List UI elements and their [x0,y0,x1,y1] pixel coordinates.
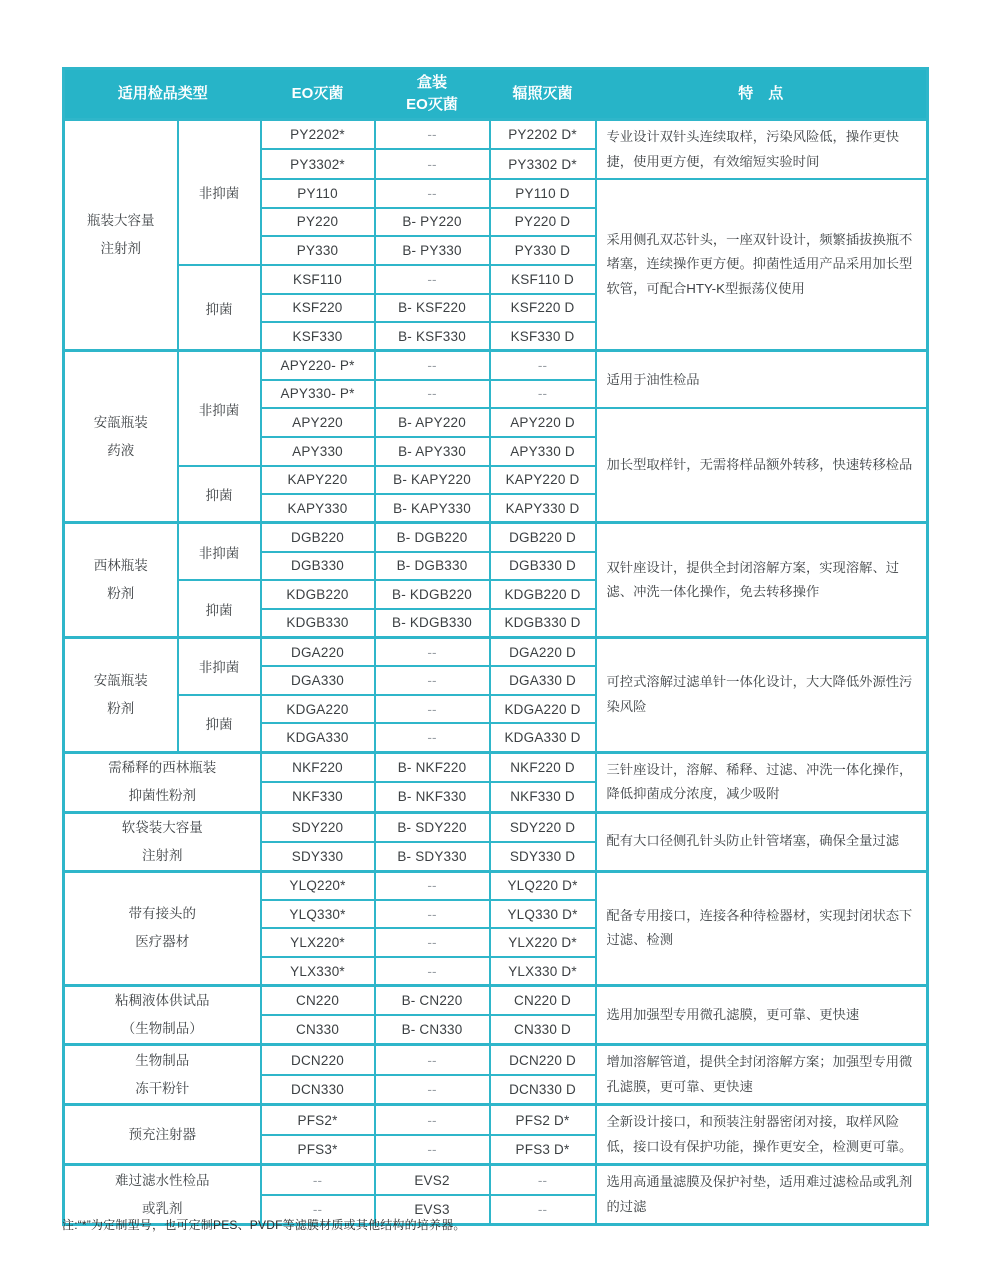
box-model-cell: B- KSF330 [375,322,490,351]
category-line-1: 软袋装大容量 [121,819,203,835]
category-line-2: 药液 [107,442,135,458]
rad-model-cell: PY330 D [490,236,596,265]
eo-model-cell: KSF330 [261,322,375,351]
box-model-cell: B- CN220 [375,986,490,1016]
eo-model-cell: KDGB220 [261,580,375,609]
feature-cell: 采用侧孔双芯针头，一座双针设计，频繁插拔换瓶不堵塞，连续操作更方便。抑菌性适用产品采用加长型软管，可配合HTY-K型振荡仪使用 [596,179,928,351]
category-line-2: 粉剂 [107,700,135,716]
rad-model-cell: DGB220 D [490,523,596,552]
category-cell [64,351,178,523]
rad-model-cell: SDY220 D [490,812,596,842]
rad-model-cell: APY330 D [490,437,596,466]
subtype-cell: 非抑菌 [178,120,261,265]
box-model-cell: -- [375,179,490,208]
subtype-cell: 抑菌 [178,265,261,351]
box-model-cell: -- [375,149,490,179]
box-model-cell: B- PY330 [375,236,490,265]
category-line-1: 难过滤水性检品 [115,1172,210,1188]
box-model-cell: -- [375,1105,490,1135]
rad-model-cell: PFS2 D* [490,1105,596,1135]
table-row [64,120,928,150]
box-eo-line-1: 盒装 [417,74,448,91]
category-line-1: 预充注射器 [128,1126,196,1142]
rad-model-cell: PY3302 D* [490,149,596,179]
eo-model-cell: PY2202* [261,120,375,150]
col-header-box-eo [375,69,490,120]
header-row [64,69,928,120]
box-model-cell: B- SDY330 [375,842,490,872]
rad-model-cell: CN220 D [490,986,596,1016]
eo-model-cell: APY220- P* [261,351,375,380]
subtype-cell: 抑菌 [178,466,261,523]
rad-model-cell: DGA330 D [490,666,596,695]
rad-model-cell: KDGB220 D [490,580,596,609]
category-line-2: 或乳剂 [142,1200,183,1216]
eo-model-cell: KDGA220 [261,695,375,724]
box-model-cell: -- [375,265,490,294]
box-model-cell: B- NKF330 [375,782,490,812]
rad-model-cell: DCN220 D [490,1045,596,1075]
table-row [64,986,928,1016]
rad-model-cell: -- [490,351,596,380]
eo-model-cell: KDGB330 [261,609,375,638]
rad-model-cell: YLX330 D* [490,957,596,986]
eo-model-cell: KDGA330 [261,723,375,752]
box-model-cell: B- KAPY220 [375,466,490,495]
category-line-1: 生物制品 [135,1052,190,1068]
category-line-2: 冻干粉针 [135,1080,190,1096]
eo-model-cell: DGB220 [261,523,375,552]
feature-cell: 双针座设计，提供全封闭溶解方案，实现溶解、过滤、冲洗一体化操作，免去转移操作 [596,523,928,638]
eo-model-cell: PY220 [261,208,375,237]
rad-model-cell: CN330 D [490,1015,596,1045]
feature-cell: 适用于油性检品 [596,351,928,408]
feature-cell: 全新设计接口，和预装注射器密闭对接，取样风险低，接口设有保护功能，操作更安全，检测更可靠。 [596,1105,928,1165]
table-row [64,812,928,842]
box-model-cell: EVS3 [375,1195,490,1225]
eo-model-cell: PFS3* [261,1135,375,1165]
table-row [64,871,928,900]
subtype-cell: 非抑菌 [178,638,261,695]
box-model-cell: EVS2 [375,1165,490,1195]
table-row [64,351,928,380]
eo-model-cell: NKF330 [261,782,375,812]
rad-model-cell: -- [490,380,596,409]
product-catalog-table [62,67,929,1226]
rad-model-cell: -- [490,1165,596,1195]
rad-model-cell: -- [490,1195,596,1225]
table-row [64,752,928,782]
box-model-cell: -- [375,928,490,957]
category-line-1: 安瓿瓶装 [93,672,148,688]
category-line-2: 注射剂 [100,241,141,257]
subtype-cell: 抑菌 [178,580,261,637]
box-model-cell: -- [375,900,490,929]
eo-model-cell: -- [261,1195,375,1225]
category-line-1: 瓶装大容量 [87,213,155,229]
feature-cell: 三针座设计，溶解、稀释、过滤、冲洗一体化操作，降低抑菌成分浓度，减少吸附 [596,752,928,812]
eo-model-cell: YLX220* [261,928,375,957]
rad-model-cell: DGB330 D [490,552,596,581]
eo-model-cell: YLQ220* [261,871,375,900]
feature-cell: 配备专用接口，连接各种待检器材，实现封闭状态下过滤、检测 [596,871,928,986]
feature-cell: 配有大口径侧孔针头防止针管堵塞，确保全量过滤 [596,812,928,871]
eo-model-cell: CN220 [261,986,375,1016]
rad-model-cell: KAPY220 D [490,466,596,495]
box-model-cell: B- KSF220 [375,294,490,323]
feature-cell: 专业设计双针头连续取样，污染风险低，操作更快捷，使用更方便，有效缩短实验时间 [596,120,928,180]
category-line-1: 西林瓶装 [93,558,148,574]
eo-model-cell: PFS2* [261,1105,375,1135]
subtype-cell: 抑菌 [178,695,261,752]
eo-model-cell: PY110 [261,179,375,208]
category-line-2: 抑菌性粉剂 [128,788,196,804]
table-row [64,1165,928,1195]
box-model-cell: B- NKF220 [375,752,490,782]
category-cell [64,871,261,986]
eo-model-cell: SDY220 [261,812,375,842]
rad-model-cell: PY220 D [490,208,596,237]
box-model-cell: -- [375,1045,490,1075]
category-line-2: 注射剂 [142,847,183,863]
rad-model-cell: PY2202 D* [490,120,596,150]
category-line-2: 医疗器材 [135,934,190,950]
box-model-cell: -- [375,120,490,150]
feature-cell: 加长型取样针，无需将样品额外转移，快速转移检品 [596,408,928,523]
table-header [64,69,928,120]
col-header-radiation: 辐照灭菌 [490,69,596,120]
rad-model-cell: NKF220 D [490,752,596,782]
eo-model-cell: DGA220 [261,638,375,667]
category-line-2: 粉剂 [107,586,135,602]
category-cell [64,120,178,351]
box-model-cell: -- [375,666,490,695]
category-line-1: 粘稠液体供试品 [115,993,210,1009]
rad-model-cell: NKF330 D [490,782,596,812]
rad-model-cell: KSF220 D [490,294,596,323]
eo-model-cell: CN330 [261,1015,375,1045]
col-header-features: 特 点 [596,69,928,120]
box-model-cell: -- [375,1135,490,1165]
rad-model-cell: YLQ220 D* [490,871,596,900]
table-row [64,1045,928,1075]
eo-model-cell: KSF110 [261,265,375,294]
rad-model-cell: DCN330 D [490,1075,596,1105]
category-cell [64,523,178,638]
rad-model-cell: APY220 D [490,408,596,437]
eo-model-cell: PY3302* [261,149,375,179]
footnote: 注:“*”为定制型号，也可定制PES、PVDF等滤膜材质或其他结构的培养器。 [62,1218,466,1232]
eo-model-cell: YLQ330* [261,900,375,929]
box-model-cell: B- KAPY330 [375,494,490,523]
eo-model-cell: APY330- P* [261,380,375,409]
eo-model-cell: APY220 [261,408,375,437]
category-cell [64,986,261,1045]
eo-model-cell: DGB330 [261,552,375,581]
box-model-cell: B- KDGB330 [375,609,490,638]
eo-model-cell: SDY330 [261,842,375,872]
col-header-sample-type: 适用检品类型 [64,69,261,120]
box-model-cell: B- SDY220 [375,812,490,842]
box-model-cell: B- DGB330 [375,552,490,581]
box-model-cell: -- [375,871,490,900]
category-cell [64,812,261,871]
rad-model-cell: DGA220 D [490,638,596,667]
category-line-1: 需稀释的西林瓶装 [108,760,217,776]
eo-model-cell: KAPY220 [261,466,375,495]
box-model-cell: -- [375,695,490,724]
rad-model-cell: SDY330 D [490,842,596,872]
category-line-2: （生物制品） [121,1021,203,1037]
box-model-cell: -- [375,351,490,380]
rad-model-cell: KSF110 D [490,265,596,294]
eo-model-cell: YLX330* [261,957,375,986]
category-cell [64,1045,261,1105]
category-line-1: 带有接头的 [128,906,196,922]
eo-model-cell: PY330 [261,236,375,265]
box-model-cell: -- [375,957,490,986]
eo-model-cell: DCN330 [261,1075,375,1105]
eo-model-cell: KAPY330 [261,494,375,523]
box-model-cell: B- CN330 [375,1015,490,1045]
feature-cell: 可控式溶解过滤单针一体化设计，大大降低外源性污染风险 [596,638,928,753]
feature-cell: 增加溶解管道，提供全封闭溶解方案；加强型专用微孔滤膜，更可靠、更快速 [596,1045,928,1105]
subtype-cell: 非抑菌 [178,351,261,466]
rad-model-cell: KDGA220 D [490,695,596,724]
box-model-cell: B- KDGB220 [375,580,490,609]
box-model-cell: B- DGB220 [375,523,490,552]
category-cell [64,638,178,753]
rad-model-cell: KSF330 D [490,322,596,351]
feature-cell: 选用加强型专用微孔滤膜，更可靠、更快速 [596,986,928,1045]
category-cell [64,752,261,812]
box-model-cell: B- PY220 [375,208,490,237]
category-line-1: 安瓿瓶装 [93,414,148,430]
box-model-cell: B- APY220 [375,408,490,437]
subtype-cell: 非抑菌 [178,523,261,580]
col-header-eo: EO灭菌 [261,69,375,120]
box-eo-line-2: EO灭菌 [406,96,458,113]
box-model-cell: -- [375,380,490,409]
feature-cell: 选用高通量滤膜及保护衬垫，适用难过滤检品或乳剂的过滤 [596,1165,928,1225]
box-model-cell: B- APY330 [375,437,490,466]
eo-model-cell: DGA330 [261,666,375,695]
table-row [64,1105,928,1135]
eo-model-cell: -- [261,1165,375,1195]
table-row [64,523,928,552]
eo-model-cell: NKF220 [261,752,375,782]
eo-model-cell: KSF220 [261,294,375,323]
box-model-cell: -- [375,1075,490,1105]
rad-model-cell: YLX220 D* [490,928,596,957]
rad-model-cell: KDGB330 D [490,609,596,638]
rad-model-cell: KAPY330 D [490,494,596,523]
rad-model-cell: PY110 D [490,179,596,208]
rad-model-cell: PFS3 D* [490,1135,596,1165]
box-model-cell: -- [375,638,490,667]
rad-model-cell: KDGA330 D [490,723,596,752]
eo-model-cell: DCN220 [261,1045,375,1075]
box-model-cell: -- [375,723,490,752]
rad-model-cell: YLQ330 D* [490,900,596,929]
table-row [64,638,928,667]
category-cell [64,1105,261,1165]
eo-model-cell: APY330 [261,437,375,466]
